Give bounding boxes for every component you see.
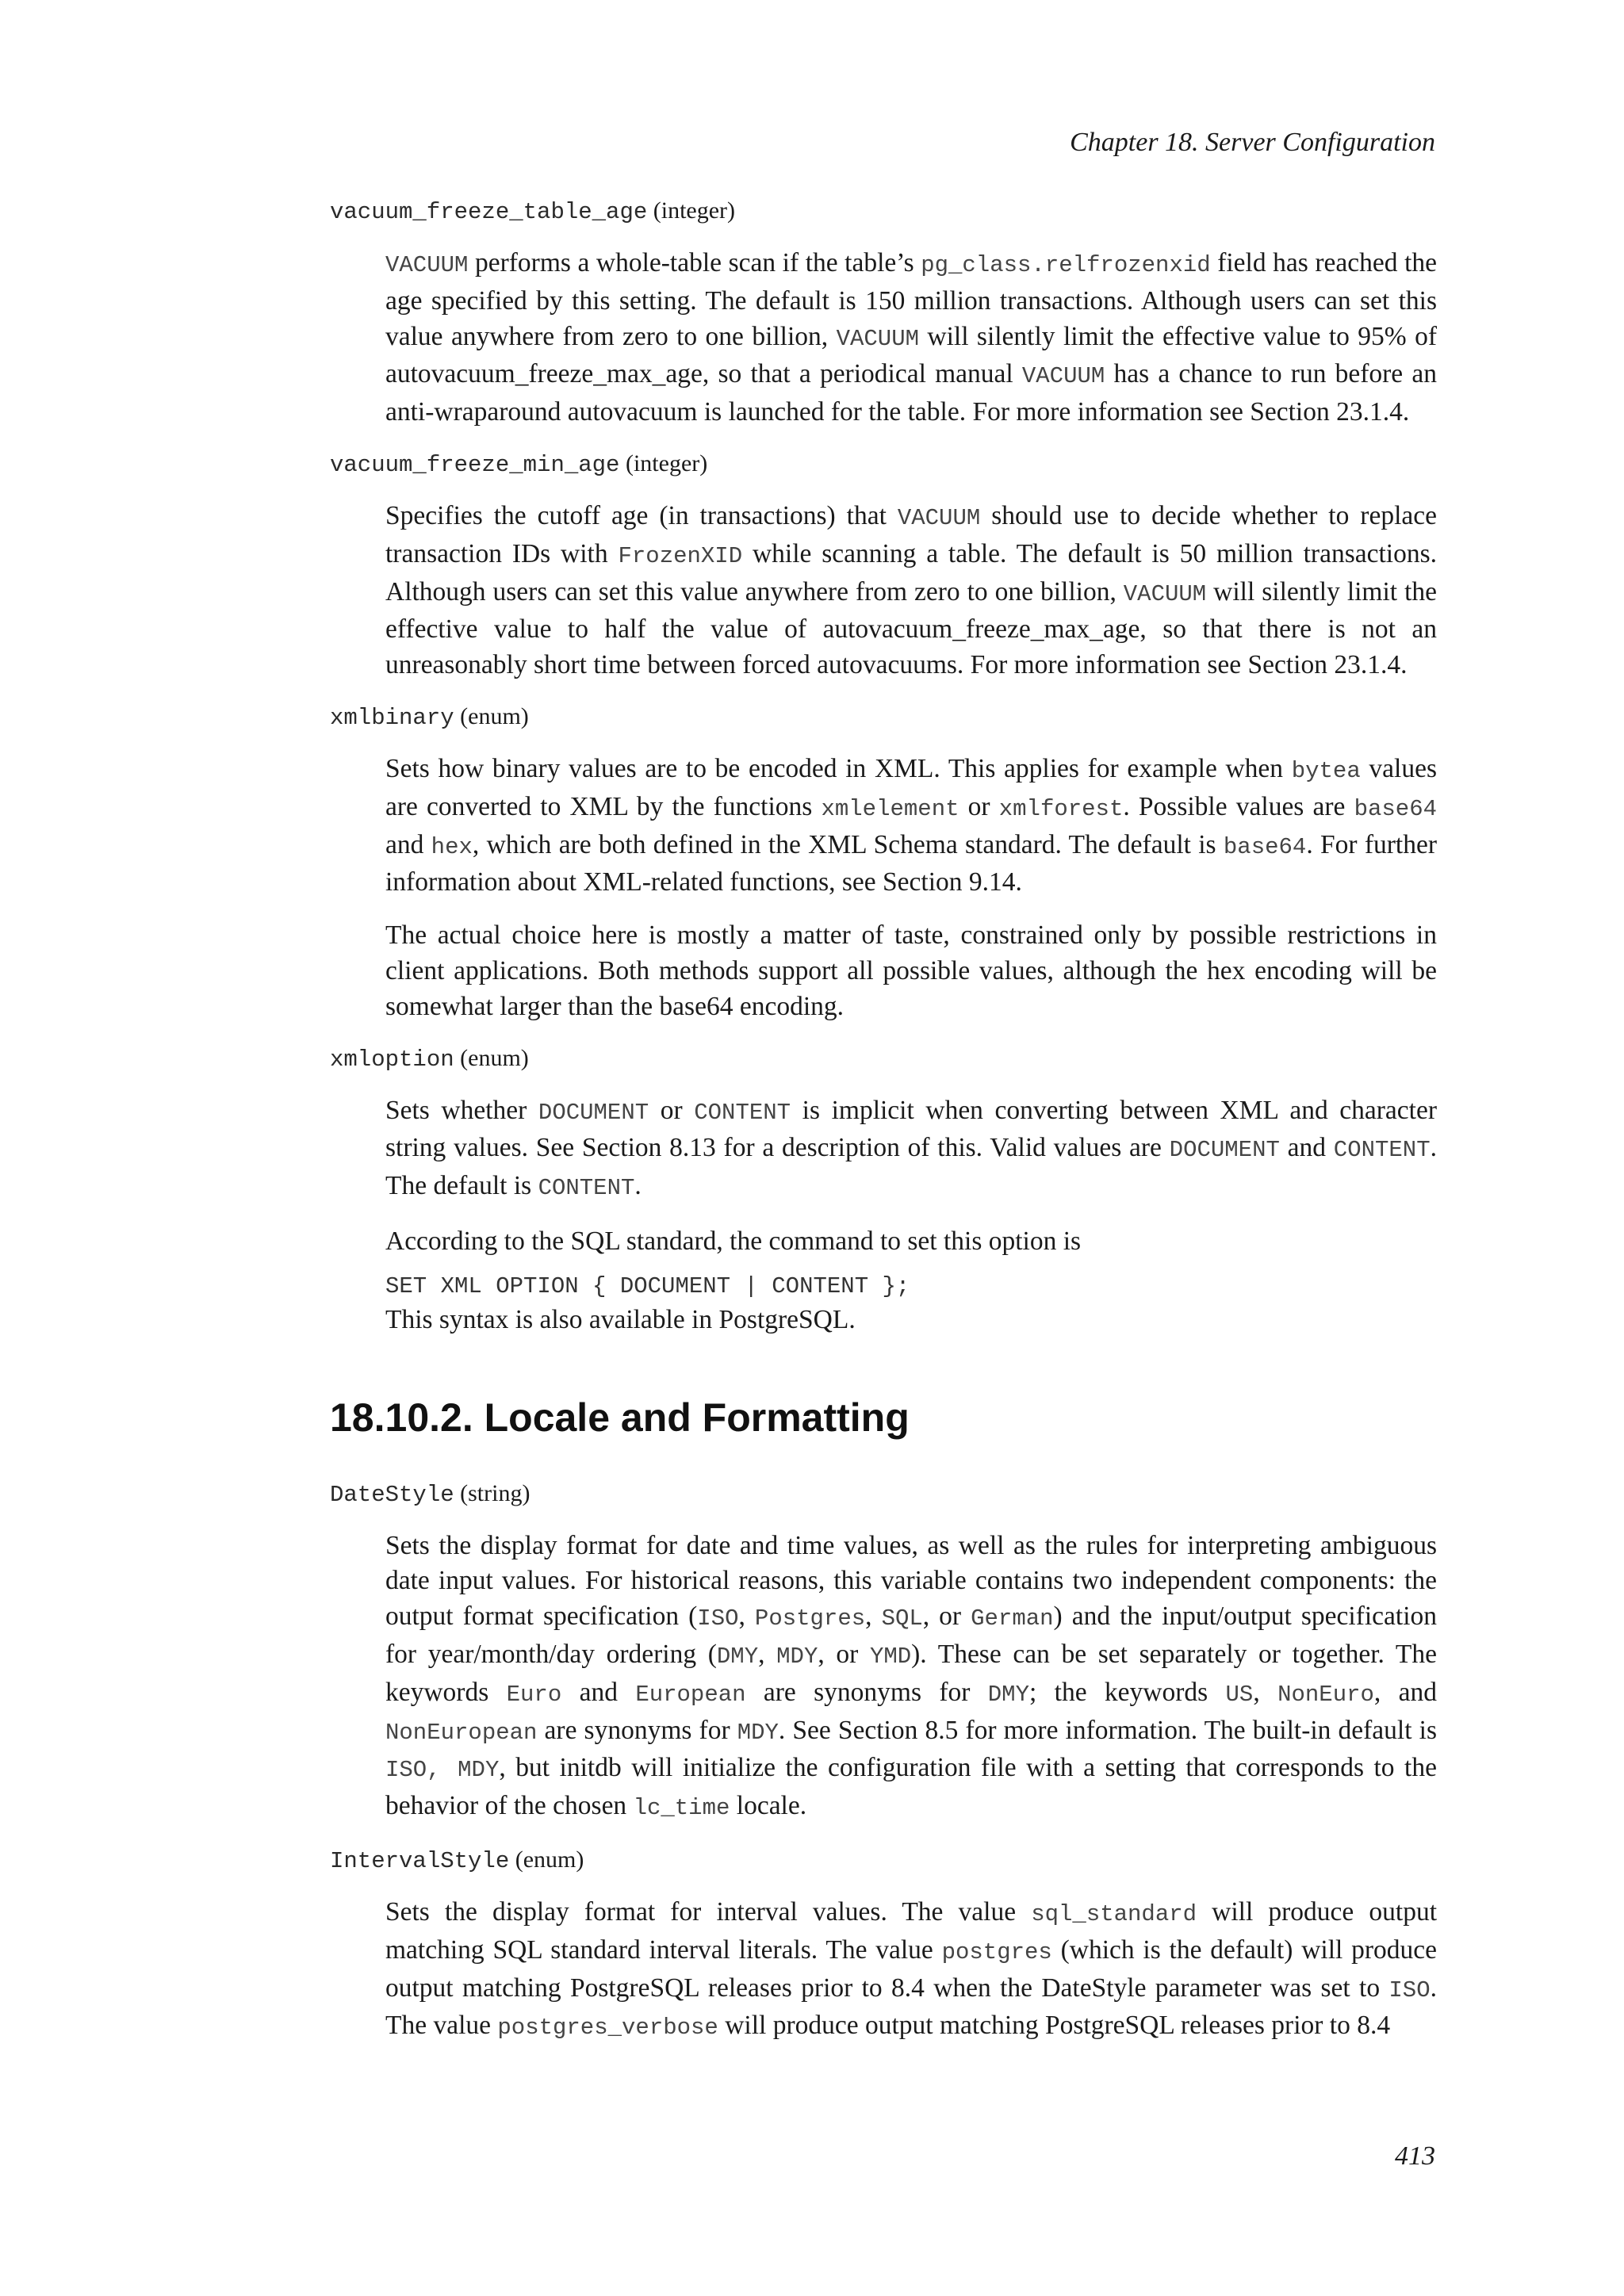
param-type: (enum) (515, 1846, 584, 1873)
text: and (561, 1677, 636, 1707)
page-number: 413 (1395, 2141, 1435, 2171)
inline-code: DMY (716, 1643, 759, 1670)
inline-code: CONTENT (1333, 1137, 1431, 1164)
inline-code: German (971, 1605, 1054, 1632)
inline-code: bytea (1291, 757, 1361, 784)
param-name: xmlbinary (330, 704, 454, 731)
term-vacuum-freeze-min-age (330, 448, 1437, 481)
param-name: IntervalStyle (330, 1847, 510, 1874)
param-name: vacuum_freeze_table_age (330, 199, 648, 225)
text: Sets how binary values are to be encoded in XML. This applies for example when (385, 753, 1292, 783)
text: will produce output matching PostgreSQL releases prior to 8.4 (718, 2011, 1391, 2041)
param-type: (enum) (460, 702, 529, 729)
inline-code: DOCUMENT (538, 1099, 649, 1126)
inline-code: MDY (776, 1643, 818, 1670)
term-xmlbinary (330, 701, 1437, 734)
text: Sets whether (385, 1095, 538, 1125)
text: . (634, 1171, 642, 1201)
inline-code: US (1225, 1681, 1254, 1708)
inline-code: ISO, MDY (385, 1757, 500, 1784)
param-name: vacuum_freeze_min_age (330, 451, 620, 478)
inline-code: base64 (1223, 833, 1307, 860)
paragraph: According to the SQL standard, the command to set this option is (385, 1226, 1082, 1256)
inline-code: VACUUM (1021, 363, 1105, 390)
page-content (330, 195, 1437, 2064)
inline-code: base64 (1354, 795, 1437, 822)
text: and (1279, 1133, 1334, 1163)
param-name: DateStyle (330, 1481, 454, 1508)
inline-code: CONTENT (538, 1175, 635, 1202)
text: or (959, 791, 999, 821)
inline-code: VACUUM (897, 504, 981, 531)
text: should use to decide whether to replace transaction IDs with (385, 500, 1437, 568)
text: , or (922, 1601, 971, 1632)
definition-datestyle (385, 1529, 1437, 1827)
paragraph (385, 1529, 1437, 1827)
term-intervalstyle (330, 1844, 1437, 1877)
inline-code: lc_time (633, 1795, 730, 1822)
text: performs a whole-table scan if the table’s (468, 248, 921, 277)
inline-code: Postgres (754, 1605, 866, 1632)
text: . The value (385, 1973, 1437, 2041)
param-type: (integer) (653, 197, 736, 224)
inline-code: ISO (1388, 1976, 1431, 2003)
inline-code: hex (431, 833, 473, 860)
text: will silently limit the effective value to half the value of autovacuum_freeze_max_age, so that there is not an unreasonably short time between forced autovacuums. For more information see Section 23.1.4. (385, 576, 1437, 680)
text: . The default is (385, 1133, 1437, 1201)
inline-code: European (635, 1681, 746, 1708)
definition-intervalstyle (385, 1895, 1437, 2046)
inline-code: postgres (941, 1938, 1052, 1965)
definition-xmloption (385, 1093, 1437, 1338)
paragraph (385, 499, 1437, 683)
text: . For further information about XML-related functions, see Section 9.14. (385, 829, 1437, 897)
paragraph: This syntax is also available in PostgreSQL. (385, 1304, 856, 1334)
text: ) and the input/output specification for year/month/day ordering ( (385, 1601, 1438, 1669)
paragraph (385, 1093, 1437, 1207)
text: , or (818, 1639, 870, 1669)
text: or (649, 1095, 695, 1125)
text: ; the keywords (1029, 1677, 1226, 1707)
text: will produce output matching SQL standard interval literals. The value (385, 1896, 1438, 1965)
inline-code: pg_class.relfrozenxid (921, 252, 1211, 278)
text: field has reached the age specified by this setting. The default is 150 million transactions. Although users can set this value anywhere from zero to one billion, (385, 248, 1437, 351)
running-header: Chapter 18. Server Configuration (1070, 128, 1435, 157)
text: while scanning a table. The default is 50 million transactions. Although users can set this value anywhere from zero to one billion, (385, 538, 1438, 607)
text: , and (1373, 1677, 1437, 1707)
section-heading: 18.10.2. Locale and Formatting (330, 1395, 910, 1440)
term-vacuum-freeze-table-age (330, 195, 1437, 228)
definition-vacuum-freeze-min-age (385, 499, 1437, 683)
text: , (738, 1601, 755, 1632)
inline-code: sql_standard (1031, 1900, 1197, 1927)
definition-xmlbinary (385, 752, 1437, 1025)
text: Sets the display format for interval values. The value (385, 1896, 1032, 1927)
param-type: (string) (460, 1479, 530, 1506)
param-type: (integer) (625, 450, 708, 476)
term-xmloption (330, 1043, 1437, 1076)
inline-code: MDY (737, 1719, 779, 1746)
text: , but initdb will initialize the configuration file with a setting that corresponds to the behavior of the chosen (385, 1753, 1437, 1821)
inline-code: SQL (881, 1605, 923, 1632)
text: . Possible values are (1123, 791, 1354, 821)
text: are synonyms for (745, 1677, 988, 1707)
param-name: xmloption (330, 1046, 454, 1073)
text: and (385, 829, 431, 859)
text: is implicit when converting between XML and character string values. See Section 8.13 for a description of this. Valid values are (385, 1095, 1438, 1163)
text: has a chance to run before an anti-wraparound autovacuum is launched for the table. For more information see Section 23.1.4. (385, 359, 1437, 427)
inline-code: Euro (506, 1681, 562, 1708)
inline-code: VACUUM (836, 325, 919, 352)
term-datestyle (330, 1478, 1437, 1511)
inline-code: postgres_verbose (497, 2015, 718, 2042)
text: Sets the display format for date and time values, as well as the rules for interpreting ambiguous date input values. For historical reasons, this variable contains two independent components: the output format specification ( (385, 1530, 1437, 1632)
text: , which are both defined in the XML Schema standard. The default is (472, 829, 1224, 859)
inline-code: VACUUM (385, 252, 469, 278)
inline-code: ISO (697, 1605, 739, 1632)
paragraph (385, 246, 1437, 430)
definition-vacuum-freeze-table-age (385, 246, 1437, 430)
paragraph (385, 1895, 1437, 2046)
inline-code: DOCUMENT (1169, 1137, 1280, 1164)
text: locale. (730, 1791, 807, 1821)
inline-code: xmlforest (998, 795, 1124, 822)
inline-code: VACUUM (1123, 580, 1207, 607)
text: , (1253, 1677, 1278, 1707)
text: Specifies the cutoff age (in transactions) that (385, 500, 898, 530)
text: . See Section 8.5 for more information. The built-in default is (778, 1715, 1437, 1745)
text: values are converted to XML by the functions (385, 753, 1437, 821)
inline-code: YMD (869, 1643, 912, 1670)
text: , (758, 1639, 777, 1669)
text: will silently limit the effective value to 95% of autovacuum_freeze_max_age, so that a periodical manual (385, 321, 1437, 389)
inline-code: NonEuro (1277, 1681, 1374, 1708)
inline-code: xmlelement (821, 795, 959, 822)
text: are synonyms for (537, 1715, 737, 1745)
paragraph (385, 752, 1437, 901)
inline-code: FrozenXID (618, 542, 743, 569)
text: (which is the default) will produce output matching PostgreSQL releases prior to 8.4 when the DateStyle parameter was set to (385, 1934, 1437, 2003)
inline-code: CONTENT (694, 1099, 791, 1126)
inline-code: DMY (987, 1681, 1029, 1708)
text: , (865, 1601, 882, 1632)
paragraph: The actual choice here is mostly a matter of taste, constrained only by possible restrictions in client applications. Both methods support all possible values, although the hex encoding will be somewhat larger than the base64 encoding. (385, 920, 1437, 1021)
code-block: SET XML OPTION { DOCUMENT | CONTENT }; (385, 1272, 910, 1299)
text: ). These can be set separately or together. The keywords (385, 1639, 1438, 1707)
param-type: (enum) (460, 1044, 529, 1071)
inline-code: NonEuropean (385, 1719, 538, 1746)
